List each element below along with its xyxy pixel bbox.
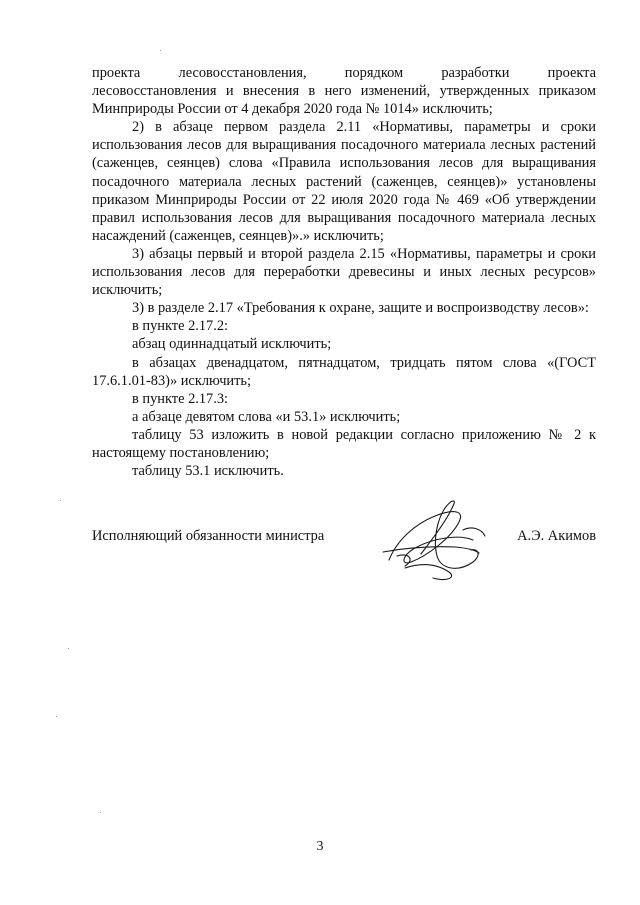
scan-speck xyxy=(60,500,61,501)
signature-block xyxy=(92,527,596,567)
paragraph-1-continuation: лесовосстановления и внесения в него изменений, утвержденных приказом Минприроды России от 4 декабря 2020 года № 1014» исключить; xyxy=(92,83,596,118)
signatory-position: Исполняющий обязанности министра xyxy=(92,528,325,544)
paragraph-table-53-1: таблицу 53.1 исключить. xyxy=(132,463,284,480)
document-body xyxy=(92,64,596,480)
scan-speck xyxy=(56,716,57,717)
paragraph-3-section-2-15: 3) абзацы первый и второй раздела 2.15 «Нормативы, параметры и сроки использования лесов для переработки древесины и иных лесных ресурсов» исключить; xyxy=(92,245,596,299)
signatory-name: А.Э. Акимов xyxy=(517,528,596,544)
paragraph-clause-2-17-2: в пункте 2.17.2: xyxy=(132,318,229,335)
handwritten-signature xyxy=(375,490,495,590)
scan-speck xyxy=(100,812,101,813)
page-number: 3 xyxy=(316,839,324,854)
scan-speck xyxy=(68,648,69,649)
paragraph-eleventh-abstract: абзац одиннадцатый исключить; xyxy=(132,336,332,353)
paragraph-gost-removal: в абзацах двенадцатом, пятнадцатом, тридцать пятом слова «(ГОСТ 17.6.1.01-83)» исключить; xyxy=(92,354,596,389)
paragraph-table-53: таблицу 53 изложить в новой редакции согласно приложению № 2 к настоящему постановлению; xyxy=(92,426,596,461)
paragraph-2-section-2-11: 2) в абзаце первом раздела 2.11 «Нормативы, параметры и сроки использования лесов для выращивания посадочного материала лесных растений (саженцев, сеянцев) слова «Правила использования лесов для выращивания посадочного материала лесных растений (саженцев, сеянцев)» установлены приказом Минприроды России от 22 июля 2020 года № 469 «Об утверждении правил использования лесов для выращивания посадочного материала лесных насаждений (саженцев, сеянцев)».» исключить; xyxy=(92,119,596,244)
paragraph-clause-2-17-3: в пункте 2.17.3: xyxy=(132,390,229,407)
paragraph-ninth-abstract: а абзаце девятом слова «и 53.1» исключить; xyxy=(132,408,401,425)
scan-speck xyxy=(160,50,161,51)
paragraph-4-section-2-17: 3) в разделе 2.17 «Требования к охране, защите и воспроизводству лесов»: xyxy=(132,300,589,317)
paragraph-1-first-line: проекта лесовосстановления, порядком разработки проекта xyxy=(92,65,596,81)
